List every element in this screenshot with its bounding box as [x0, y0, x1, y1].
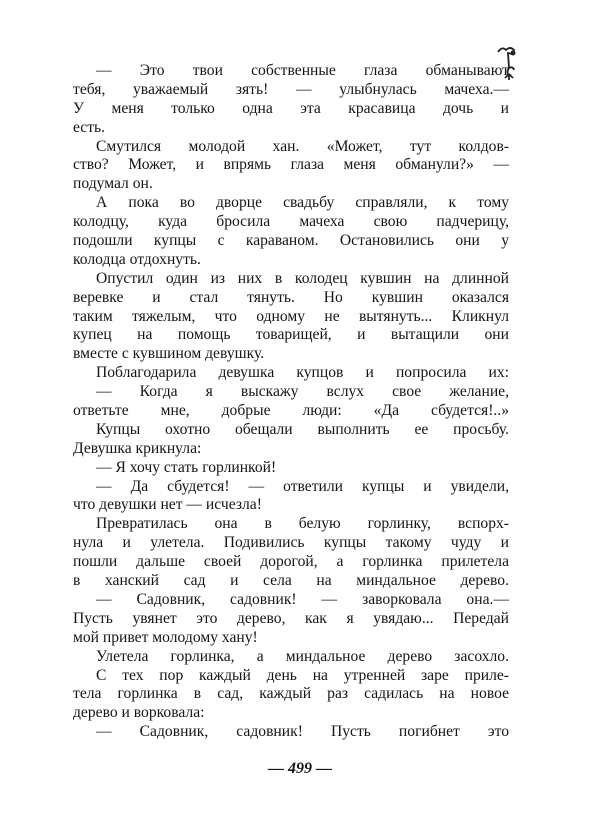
text-line: Улетела горлинка, а миндальное дерево засохло.	[96, 647, 509, 665]
text-line: есть.	[73, 118, 106, 136]
text-line: — Да сбудется! — ответили купцы и увидели,	[96, 477, 509, 495]
text-line: — Я хочу стать горлинкой!	[96, 458, 277, 476]
text-line: ответьте мне, добрые люди: «Да сбудется!..»	[73, 402, 509, 420]
text-line: Девушка крикнула:	[73, 439, 202, 457]
page-number: — 499 —	[268, 760, 332, 777]
text-line: что девушки нет — исчезла!	[73, 496, 262, 514]
text-line: купец на помощь товарищей, и вытащили они	[73, 326, 509, 344]
text-line: мой привет молодому хану!	[73, 628, 258, 646]
text-line: колодцу, куда бросила мачеха свою падчерицу,	[73, 213, 509, 231]
text-line: Поблагодарила девушка купцов и попросила их:	[96, 364, 509, 382]
text-line: — Садовник, садовник! Пусть погибнет это	[96, 723, 509, 741]
text-line: нула и улетела. Подивились купцы такому чуду и	[73, 534, 509, 552]
text-line: пошли дальше своей дорогой, а горлинка прилетела	[73, 553, 509, 571]
text-line: подошли купцы с караваном. Остановились они у	[73, 232, 509, 250]
text-line: дерево и ворковала:	[73, 704, 205, 722]
text-line: А пока во дворце свадьбу справляли, к тому	[96, 194, 509, 212]
text-line: в ханский сад и села на миндальное дерево.	[73, 572, 509, 590]
text-line: С тех пор каждый день на утренней заре приле-	[96, 666, 509, 684]
text-line: Опустил один из них в колодец кувшин на длинной	[96, 269, 509, 287]
text-line: тебя, уважаемый зять! — улыбнулась мачеха.—	[73, 80, 509, 98]
text-line: таким тяжелым, что одному не вытянуть... Кликнул	[73, 307, 509, 325]
text-line: веревке и стал тянуть. Но кувшин оказался	[73, 288, 509, 306]
text-line: тела горлинка в сад, каждый раз садилась на новое	[73, 685, 509, 703]
text-line: Смутился молодой хан. «Может, тут колдов-	[96, 137, 509, 155]
text-line: — Садовник, садовник! — заворковала она.—	[96, 590, 509, 608]
text-line: подумал он.	[73, 175, 153, 193]
text-line: ство? Может, и впрямь глаза меня обманули?» —	[73, 156, 509, 174]
text-line: — Когда я выскажу вслух свое желание,	[96, 383, 509, 401]
text-line: Купцы охотно обещали выполнить ее просьбу.	[96, 420, 509, 438]
page-text	[73, 62, 509, 742]
text-line: колодца отдохнуть.	[73, 250, 201, 268]
text-line: — Это твои собственные глаза обманывают	[96, 62, 509, 79]
text-line: Превратилась она в белую горлинку, вспорх-	[96, 515, 509, 533]
text-line: вместе с кувшином девушку.	[73, 345, 265, 363]
text-line: У меня только одна эта красавица дочь и	[73, 99, 509, 117]
text-line: Пусть увянет это дерево, как я увядаю... Передай	[73, 609, 509, 627]
